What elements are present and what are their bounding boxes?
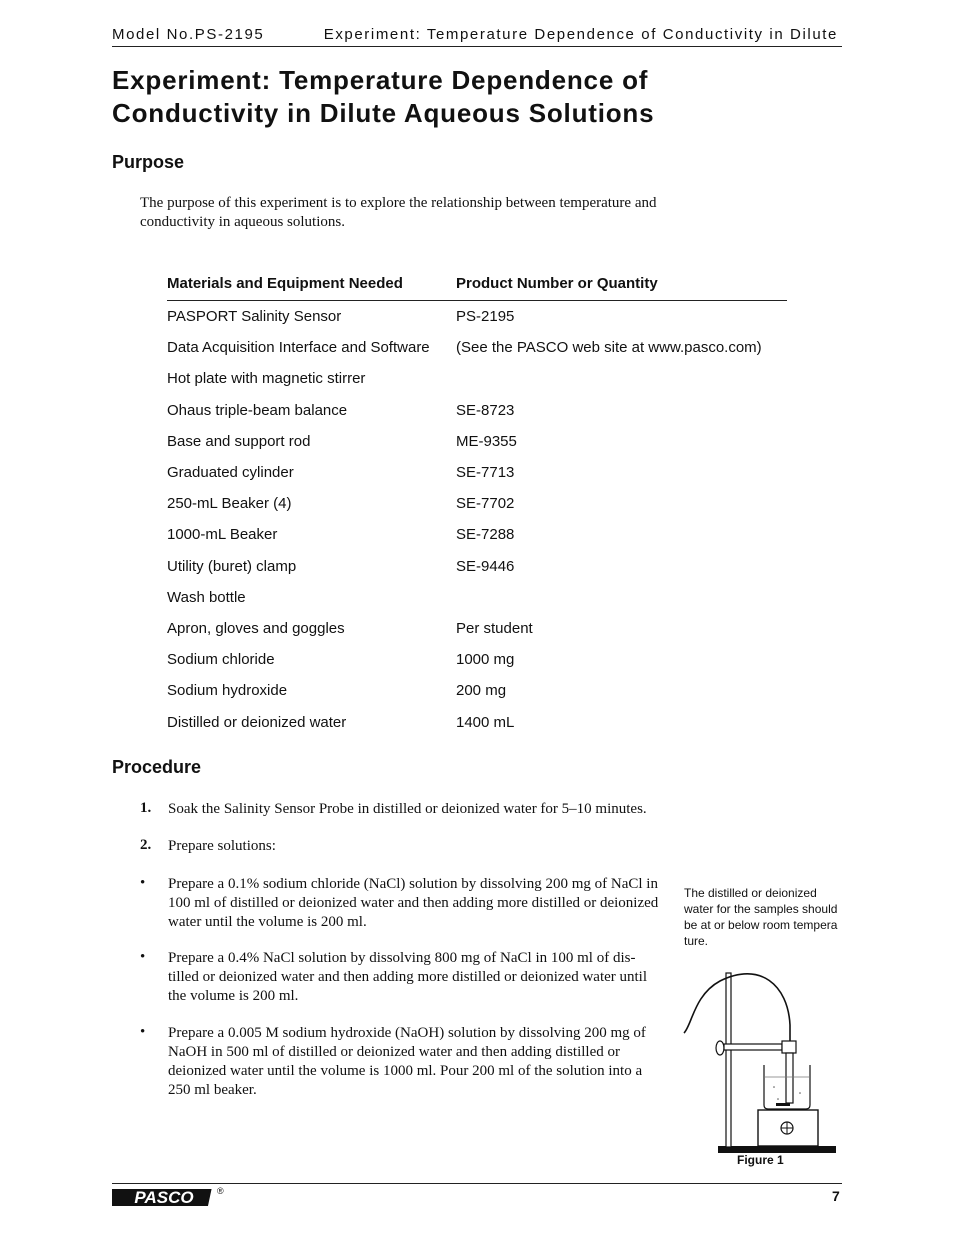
material-quantity: PS-2195 xyxy=(456,308,515,326)
materials-row xyxy=(167,675,787,706)
step-1-number: 1. xyxy=(140,800,152,816)
sidebar-note-line: water for the samples should xyxy=(684,902,838,916)
materials-rows xyxy=(167,301,787,738)
step-1-text: Soak the Salinity Sensor Probe in distilled or deionized water for 5–10 minutes. xyxy=(168,801,647,817)
material-item: Sodium chloride xyxy=(167,651,275,669)
bullet-3-line: 250 ml beaker. xyxy=(168,1082,257,1098)
sidebar-note xyxy=(684,885,848,949)
base-plate xyxy=(718,1146,836,1153)
materials-row xyxy=(167,519,787,550)
materials-row xyxy=(167,488,787,519)
material-item: Data Acquisition Interface and Software xyxy=(167,339,430,357)
material-quantity: Per student xyxy=(456,619,533,637)
materials-row xyxy=(167,551,787,582)
figure-caption: Figure 1 xyxy=(737,1153,784,1167)
sidebar-note-line: ture. xyxy=(684,934,709,948)
bullet-marker: • xyxy=(140,875,146,891)
material-quantity: 1000 mg xyxy=(456,651,515,669)
bubble xyxy=(773,1086,775,1088)
material-item: 250-mL Beaker (4) xyxy=(167,495,292,513)
clamp-arm xyxy=(724,1044,782,1050)
materials-table-header xyxy=(167,270,787,301)
bullet-marker: • xyxy=(140,949,146,965)
clamp-holder xyxy=(782,1041,796,1053)
registered-mark: ® xyxy=(217,1186,224,1196)
apparatus-figure xyxy=(680,965,845,1160)
material-quantity: 200 mg xyxy=(456,682,507,700)
material-item: Distilled or deionized water xyxy=(167,713,347,731)
material-quantity: SE-7713 xyxy=(456,464,515,482)
materials-row xyxy=(167,332,787,363)
logo-text: PASCO xyxy=(134,1188,194,1207)
title-line-2: Conductivity in Dilute Aqueous Solutions xyxy=(112,98,655,128)
bubble xyxy=(799,1092,801,1094)
materials-table xyxy=(167,270,787,738)
bullet-1-text xyxy=(168,875,658,932)
material-quantity: SE-7702 xyxy=(456,495,515,513)
step-2-text: Prepare solutions: xyxy=(168,838,276,854)
quantity-col-header: Product Number or Quantity xyxy=(456,275,658,292)
probe-cable xyxy=(684,974,790,1041)
title-line-1: Experiment: Temperature Dependence of xyxy=(112,65,649,95)
material-quantity: SE-9446 xyxy=(456,557,515,575)
running-header xyxy=(112,26,842,47)
header-experiment-title: Experiment: Temperature Dependence of Conductivity in Dilute xyxy=(323,26,838,43)
material-item: Sodium hydroxide xyxy=(167,682,288,700)
material-quantity: ME-9355 xyxy=(456,432,517,450)
bullet-2-line: tilled or deionized water and then adding more distilled or deionized water until xyxy=(168,969,648,985)
materials-row xyxy=(167,613,787,644)
footer-rule xyxy=(112,1183,842,1184)
bullet-1-line: 100 ml of distilled or deionized water and then adding more distilled or deionized xyxy=(168,895,659,911)
page-title xyxy=(112,64,752,130)
material-quantity: SE-8723 xyxy=(456,401,515,419)
bullet-marker: • xyxy=(140,1024,146,1040)
materials-col-header: Materials and Equipment Needed xyxy=(167,275,403,292)
materials-row xyxy=(167,644,787,675)
support-rod xyxy=(726,973,731,1147)
material-quantity: 1400 mL xyxy=(456,713,515,731)
materials-row xyxy=(167,301,787,332)
material-item: Graduated cylinder xyxy=(167,464,294,482)
bubble xyxy=(777,1098,779,1100)
material-item: Base and support rod xyxy=(167,432,311,450)
material-item: Utility (buret) clamp xyxy=(167,557,297,575)
sidebar-note-line: be at or below room tempera xyxy=(684,918,838,932)
bullet-2-text xyxy=(168,949,647,1006)
material-item: Apron, gloves and goggles xyxy=(167,619,345,637)
purpose-paragraph xyxy=(140,194,657,232)
bullet-1-line: Prepare a 0.1% sodium chloride (NaCl) solution by dissolving 200 mg of NaCl in xyxy=(168,876,658,892)
purpose-line-1: The purpose of this experiment is to explore the relationship between temperature and xyxy=(140,195,657,211)
bullet-3-line: Prepare a 0.005 M sodium hydroxide (NaOH) solution by dissolving 200 mg of xyxy=(168,1025,646,1041)
material-item: 1000-mL Beaker xyxy=(167,526,278,544)
bullet-1-line: water until the volume is 200 ml. xyxy=(168,914,367,930)
clamp-knob xyxy=(716,1041,724,1055)
material-item: Ohaus triple-beam balance xyxy=(167,401,348,419)
material-item: Hot plate with magnetic stirrer xyxy=(167,370,366,388)
materials-row xyxy=(167,426,787,457)
material-item: PASPORT Salinity Sensor xyxy=(167,308,342,326)
material-quantity: (See the PASCO web site at www.pasco.com) xyxy=(456,339,762,357)
materials-row xyxy=(167,582,787,613)
materials-row xyxy=(167,706,787,737)
page-number: 7 xyxy=(832,1188,840,1204)
bullet-2-line: the volume is 200 ml. xyxy=(168,988,299,1004)
salinity-probe xyxy=(786,1053,793,1103)
bullet-2-line: Prepare a 0.4% NaCl solution by dissolving 800 mg of NaCl in 100 ml of dis- xyxy=(168,950,636,966)
stir-bar xyxy=(776,1103,790,1106)
step-2-number: 2. xyxy=(140,837,152,853)
bullet-3-line: NaOH in 500 ml of distilled or deionized water and then adding distilled or xyxy=(168,1044,620,1060)
purpose-heading: Purpose xyxy=(112,152,185,172)
procedure-heading: Procedure xyxy=(112,757,202,777)
bullet-3-line: deionized water until the volume is 1000 ml. Pour 200 ml of the solution into a xyxy=(168,1063,643,1079)
materials-row xyxy=(167,457,787,488)
model-number: Model No.PS-2195 xyxy=(112,26,265,43)
material-quantity: SE-7288 xyxy=(456,526,515,544)
pasco-logo xyxy=(112,1187,212,1207)
sidebar-note-line: The distilled or deionized xyxy=(684,886,817,900)
materials-row xyxy=(167,363,787,394)
material-item: Wash bottle xyxy=(167,588,246,606)
materials-row xyxy=(167,395,787,426)
purpose-line-2: conductivity in aqueous solutions. xyxy=(140,214,345,230)
bullet-3-text xyxy=(168,1024,646,1100)
